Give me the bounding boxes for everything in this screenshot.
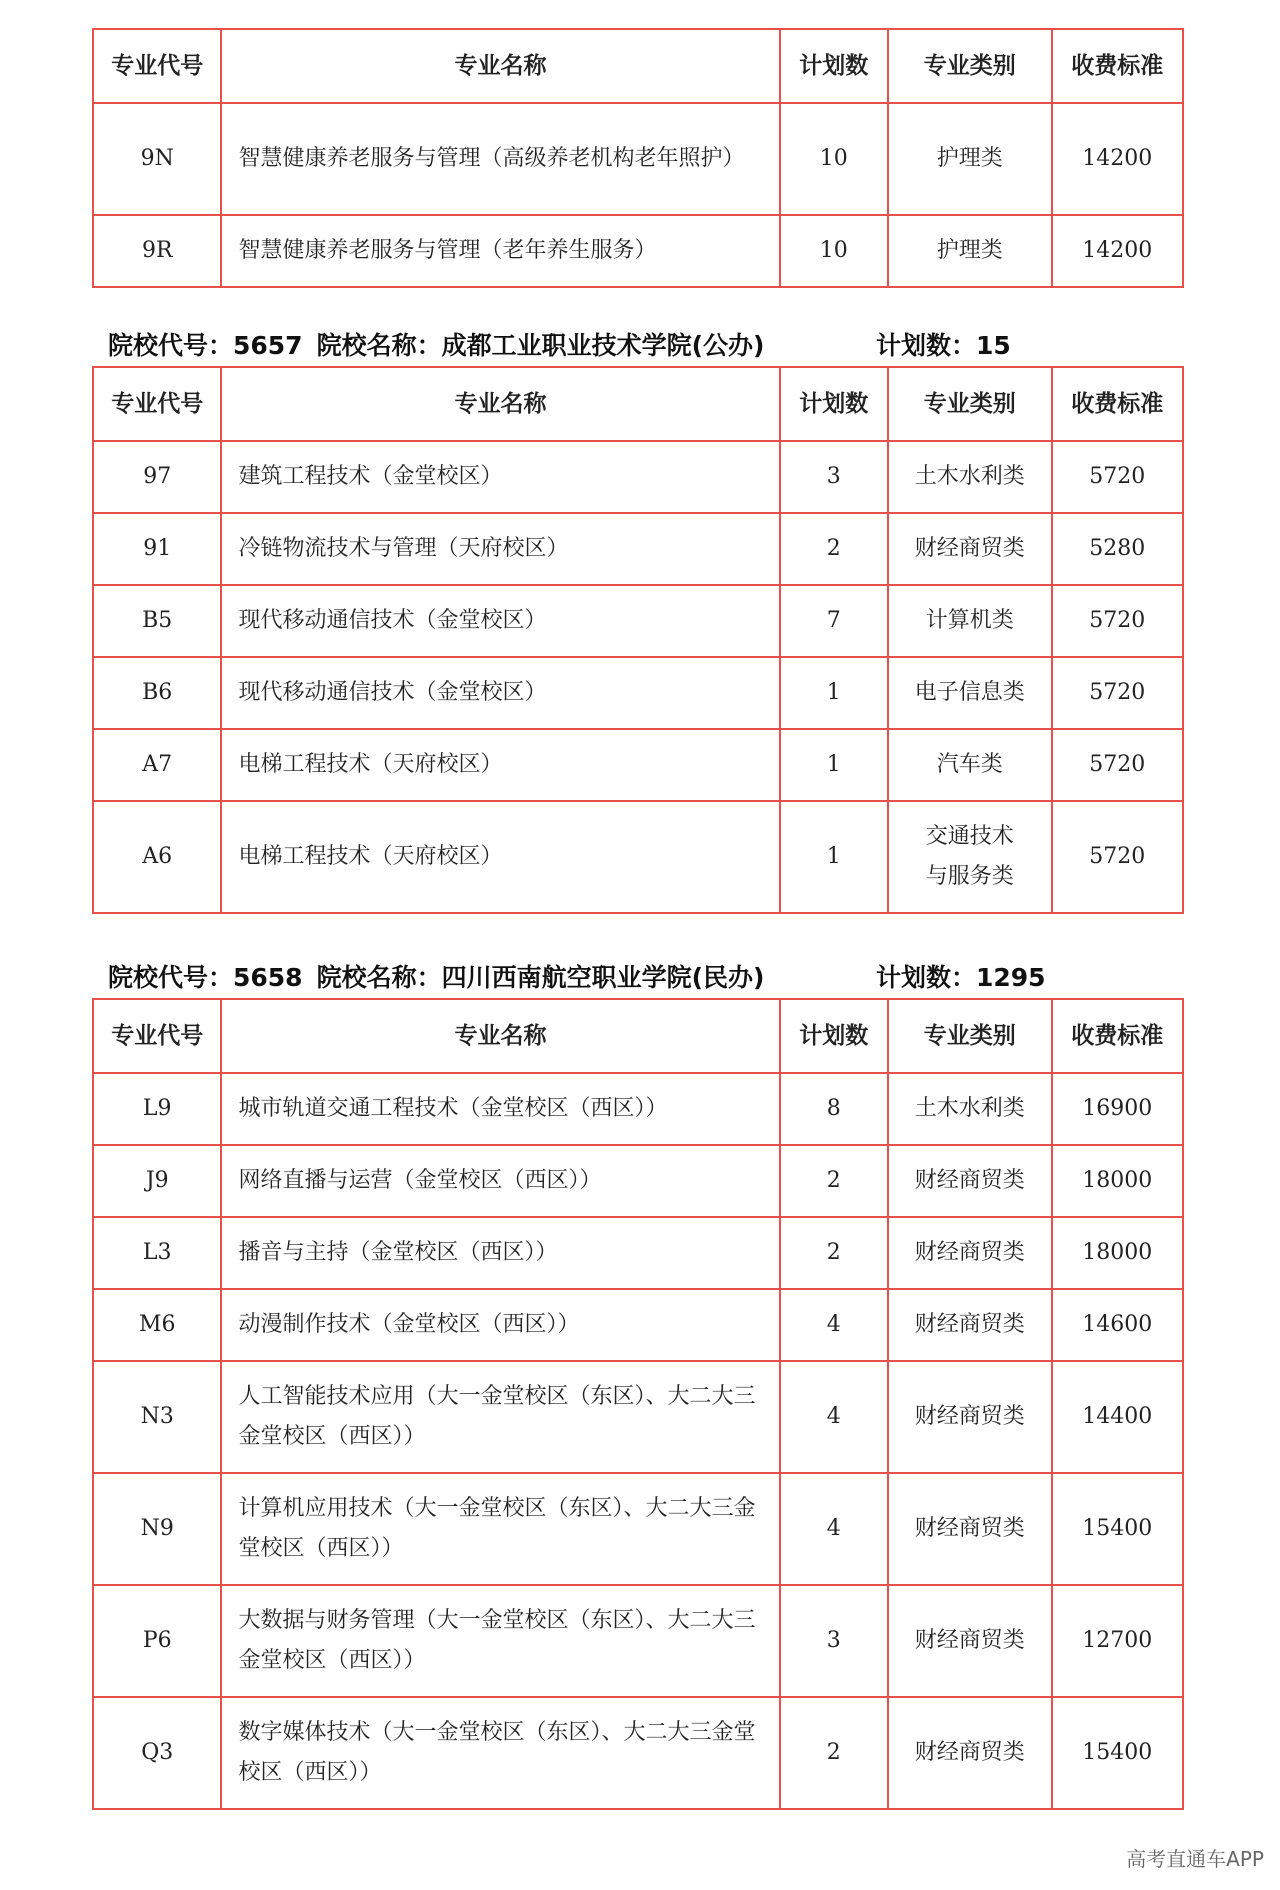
cell-code: 91 [93,513,221,585]
table-row [93,657,1183,729]
cell-code: B5 [93,585,221,657]
table-row [93,513,1183,585]
table-row [93,103,1183,215]
cell-code: Q3 [93,1697,221,1809]
table-row [93,1697,1183,1809]
header-code: 专业代号 [93,367,221,441]
cell-category: 护理类 [888,103,1052,215]
cell-category: 财经商贸类 [888,1361,1052,1473]
header-plan: 计划数 [780,367,888,441]
header-fee: 收费标准 [1052,367,1184,441]
table-row [93,729,1183,801]
cell-fee: 16900 [1052,1073,1184,1145]
header-name: 专业名称 [221,29,779,103]
cell-fee: 18000 [1052,1217,1184,1289]
cell-fee: 18000 [1052,1145,1184,1217]
cell-fee: 14200 [1052,215,1184,287]
header-fee: 收费标准 [1052,29,1184,103]
cell-category: 财经商贸类 [888,1473,1052,1585]
cell-code: A7 [93,729,221,801]
enrollment-table-5657 [92,366,1184,914]
cell-code: N9 [93,1473,221,1585]
table-row [93,585,1183,657]
table-row [93,1145,1183,1217]
cell-category: 财经商贸类 [888,1289,1052,1361]
cell-name: 现代移动通信技术（金堂校区） [221,657,779,729]
header-fee: 收费标准 [1052,999,1184,1073]
table-row [93,1585,1183,1697]
table-row [93,215,1183,287]
cell-category: 电子信息类 [888,657,1052,729]
cell-category: 交通技术与服务类 [888,801,1052,913]
table-row [93,1073,1183,1145]
cell-category: 土木水利类 [888,441,1052,513]
cell-name: 大数据与财务管理（大一金堂校区（东区）、大二大三金堂校区（西区）） [221,1585,779,1697]
cell-plan: 2 [780,513,888,585]
school-plan-count: 计划数：15 [876,331,1011,360]
cell-fee: 14400 [1052,1361,1184,1473]
cell-name: 动漫制作技术（金堂校区（西区）） [221,1289,779,1361]
header-name: 专业名称 [221,367,779,441]
cell-plan: 4 [780,1289,888,1361]
cell-plan: 2 [780,1217,888,1289]
school-code: 院校代号：5658 [108,963,303,992]
watermark: 高考直通车APP [1126,1847,1264,1871]
cell-code: P6 [93,1585,221,1697]
cell-code: 9R [93,215,221,287]
cell-fee: 5720 [1052,441,1184,513]
header-code: 专业代号 [93,999,221,1073]
table-header-row [93,999,1183,1073]
cell-name: 建筑工程技术（金堂校区） [221,441,779,513]
cell-plan: 10 [780,103,888,215]
header-plan: 计划数 [780,29,888,103]
cell-plan: 3 [780,1585,888,1697]
cell-code: J9 [93,1145,221,1217]
cell-fee: 14600 [1052,1289,1184,1361]
header-plan: 计划数 [780,999,888,1073]
cell-category: 财经商贸类 [888,1585,1052,1697]
cell-plan: 8 [780,1073,888,1145]
cell-plan: 4 [780,1473,888,1585]
cell-name: 计算机应用技术（大一金堂校区（东区）、大二大三金堂校区（西区）） [221,1473,779,1585]
table-row [93,1217,1183,1289]
cell-category: 财经商贸类 [888,1217,1052,1289]
cell-name: 智慧健康养老服务与管理（老年养生服务） [221,215,779,287]
cell-code: A6 [93,801,221,913]
table-header-row [93,367,1183,441]
cell-name: 冷链物流技术与管理（天府校区） [221,513,779,585]
cell-fee: 14200 [1052,103,1184,215]
cell-name: 人工智能技术应用（大一金堂校区（东区）、大二大三金堂校区（西区）） [221,1361,779,1473]
school-name: 院校名称：四川西南航空职业学院(民办) [316,963,765,992]
enrollment-table-continued [92,28,1184,288]
table-row [93,801,1183,913]
table-row [93,1361,1183,1473]
header-category: 专业类别 [888,29,1052,103]
header-code: 专业代号 [93,29,221,103]
cell-category: 土木水利类 [888,1073,1052,1145]
school-code: 院校代号：5657 [108,331,303,360]
cell-fee: 12700 [1052,1585,1184,1697]
cell-plan: 10 [780,215,888,287]
cell-code: L9 [93,1073,221,1145]
cell-fee: 5280 [1052,513,1184,585]
header-name: 专业名称 [221,999,779,1073]
school-name: 院校名称：成都工业职业技术学院(公办) [316,331,765,360]
cell-fee: 15400 [1052,1697,1184,1809]
cell-fee: 15400 [1052,1473,1184,1585]
cell-name: 网络直播与运营（金堂校区（西区）） [221,1145,779,1217]
enrollment-table-5658 [92,998,1184,1810]
cell-fee: 5720 [1052,585,1184,657]
cell-plan: 7 [780,585,888,657]
cell-plan: 1 [780,801,888,913]
school-header-5657 [108,326,1108,366]
cell-name: 数字媒体技术（大一金堂校区（东区）、大二大三金堂校区（西区）） [221,1697,779,1809]
cell-name: 现代移动通信技术（金堂校区） [221,585,779,657]
cell-fee: 5720 [1052,657,1184,729]
table-row [93,1473,1183,1585]
cell-category: 财经商贸类 [888,513,1052,585]
cell-plan: 2 [780,1145,888,1217]
table-row [93,1289,1183,1361]
cell-name: 播音与主持（金堂校区（西区）） [221,1217,779,1289]
cell-category: 汽车类 [888,729,1052,801]
cell-category: 计算机类 [888,585,1052,657]
cell-code: 97 [93,441,221,513]
cell-code: L3 [93,1217,221,1289]
cell-fee: 5720 [1052,801,1184,913]
table-header-row [93,29,1183,103]
table-row [93,441,1183,513]
cell-fee: 5720 [1052,729,1184,801]
cell-plan: 3 [780,441,888,513]
cell-plan: 2 [780,1697,888,1809]
cell-category: 护理类 [888,215,1052,287]
school-plan-count: 计划数：1295 [876,963,1046,992]
cell-category: 财经商贸类 [888,1145,1052,1217]
cell-name: 电梯工程技术（天府校区） [221,729,779,801]
cell-category: 财经商贸类 [888,1697,1052,1809]
cell-name: 电梯工程技术（天府校区） [221,801,779,913]
cell-code: B6 [93,657,221,729]
cell-code: N3 [93,1361,221,1473]
cell-code: 9N [93,103,221,215]
cell-code: M6 [93,1289,221,1361]
cell-plan: 1 [780,657,888,729]
header-category: 专业类别 [888,999,1052,1073]
cell-plan: 1 [780,729,888,801]
cell-name: 智慧健康养老服务与管理（高级养老机构老年照护） [221,103,779,215]
cell-name: 城市轨道交通工程技术（金堂校区（西区）） [221,1073,779,1145]
cell-plan: 4 [780,1361,888,1473]
school-header-5658 [108,958,1108,998]
header-category: 专业类别 [888,367,1052,441]
